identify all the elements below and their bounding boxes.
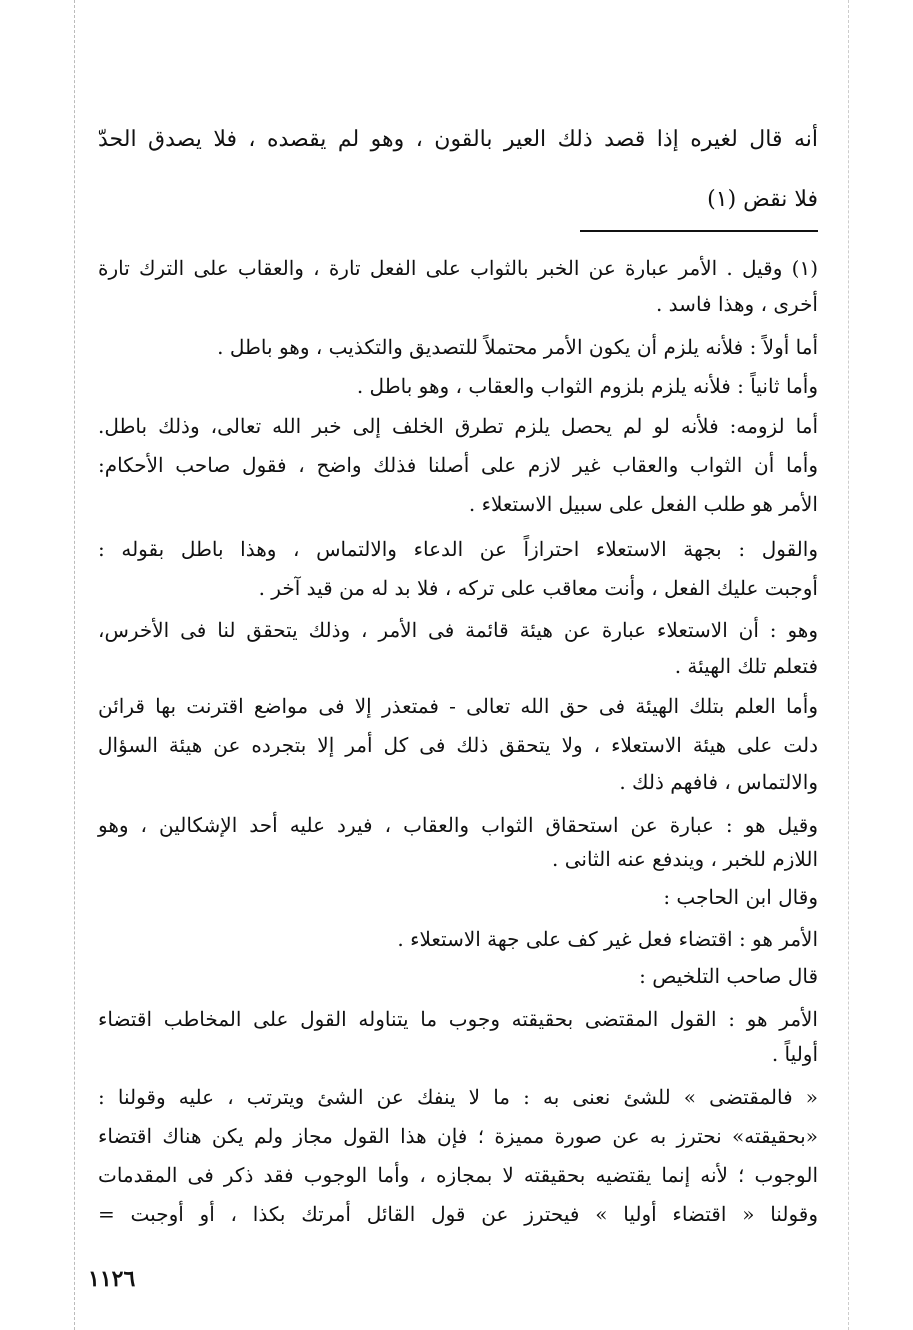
footnote-line: الأمر هو : القول المقتضى بحقيقته وجوب ما يتناوله القول على المخاطب اقتضاء (98, 1007, 818, 1031)
scan-margin-left (74, 0, 75, 1330)
footnote-line: دلت على هيئة الاستعلاء ، ولا يتحقق ذلك فى كل أمر إلا بتجرده عن هيئة السؤال (98, 733, 818, 757)
footnote-line: قال صاحب التلخيص : (639, 964, 818, 988)
footnote-line: وأما العلم بتلك الهيئة فى حق الله تعالى - فمتعذر إلا فى مواضع اقترنت بها قرائن (98, 694, 818, 718)
footnote-line: فتعلم تلك الهيئة . (674, 654, 818, 678)
footnote-line: أوجبت عليك الفعل ، وأنت معاقب على تركه ، فلا بد له من قيد آخر . (258, 576, 818, 600)
footnote-line: وهو : أن الاستعلاء عبارة عن هيئة قائمة فى الأمر ، وذلك يتحقق لنا فى الأخرس، (98, 618, 818, 642)
footnote-line: وقيل هو : عبارة عن استحقاق الثواب والعقاب ، فيرد عليه أحد الإشكالين ، وهو (98, 813, 818, 837)
footnote-line: وأما ثانياً : فلأنه يلزم بلزوم الثواب والعقاب ، وهو باطل . (356, 374, 818, 398)
footnote-line: الوجوب ؛ لأنه إنما يقتضيه بحقيقته لا بمجازه ، وأما الوجوب فقد ذكر فى المقدمات (98, 1163, 818, 1187)
footnote-line: (١) وقيل . الأمر عبارة عن الخبر بالثواب على الفعل تارة ، والعقاب على الترك تارة (98, 256, 818, 280)
footnote-line: والقول : بجهة الاستعلاء احترازاً عن الدعاء والالتماس ، وهذا باطل بقوله : (98, 537, 818, 561)
footnote-separator (580, 230, 818, 232)
footnote-line: أما أولاً : فلأنه يلزم أن يكون الأمر محتملاً للتصديق والتكذيب ، وهو باطل . (217, 335, 818, 359)
footnote-line: أما لزومه: فلأنه لو لم يحصل يلزم تطرق الخلف إلى خبر الله تعالى، وذلك باطل. (98, 414, 818, 438)
page-number: ١١٢٦ (88, 1266, 136, 1292)
main-text-line-1: أنه قال لغيره إذا قصد ذلك العير بالقون ، وهو لم يقصده ، فلا يصدق الحدّ (98, 127, 818, 152)
footnote-line: والالتماس ، فافهم ذلك . (619, 770, 818, 794)
footnote-line: الأمر هو : اقتضاء فعل غير كف على جهة الاستعلاء . (397, 927, 818, 951)
footnote-line: وقولنا « اقتضاء أوليا » فيحترز عن قول القائل أمرتك بكذا ، أو أوجبت = (98, 1202, 818, 1226)
main-text-line-2: فلا نقض (١) (707, 187, 818, 212)
footnote-line: اللازم للخبر ، ويندفع عنه الثانى . (552, 847, 818, 871)
footnote-line: وأما أن الثواب والعقاب غير لازم على أصلنا فذلك واضح ، فقول صاحب الأحكام: (98, 453, 818, 477)
footnote-line: وقال ابن الحاجب : (663, 885, 818, 909)
footnote-line: أولياً . (771, 1042, 818, 1066)
footnote-line: « فالمقتضى » للشئ نعنى به : ما لا ينفك عن الشئ ويترتب ، عليه وقولنا : (98, 1085, 818, 1109)
scan-margin-right (848, 0, 849, 1330)
footnote-line: أخرى ، وهذا فاسد . (655, 292, 818, 316)
footnote-line: الأمر هو طلب الفعل على سبيل الاستعلاء . (468, 492, 818, 516)
footnote-line: «بحقيقته» نحترز به عن صورة مميزة ؛ فإن هذا القول مجاز ولم يكن هناك اقتضاء (98, 1124, 818, 1148)
